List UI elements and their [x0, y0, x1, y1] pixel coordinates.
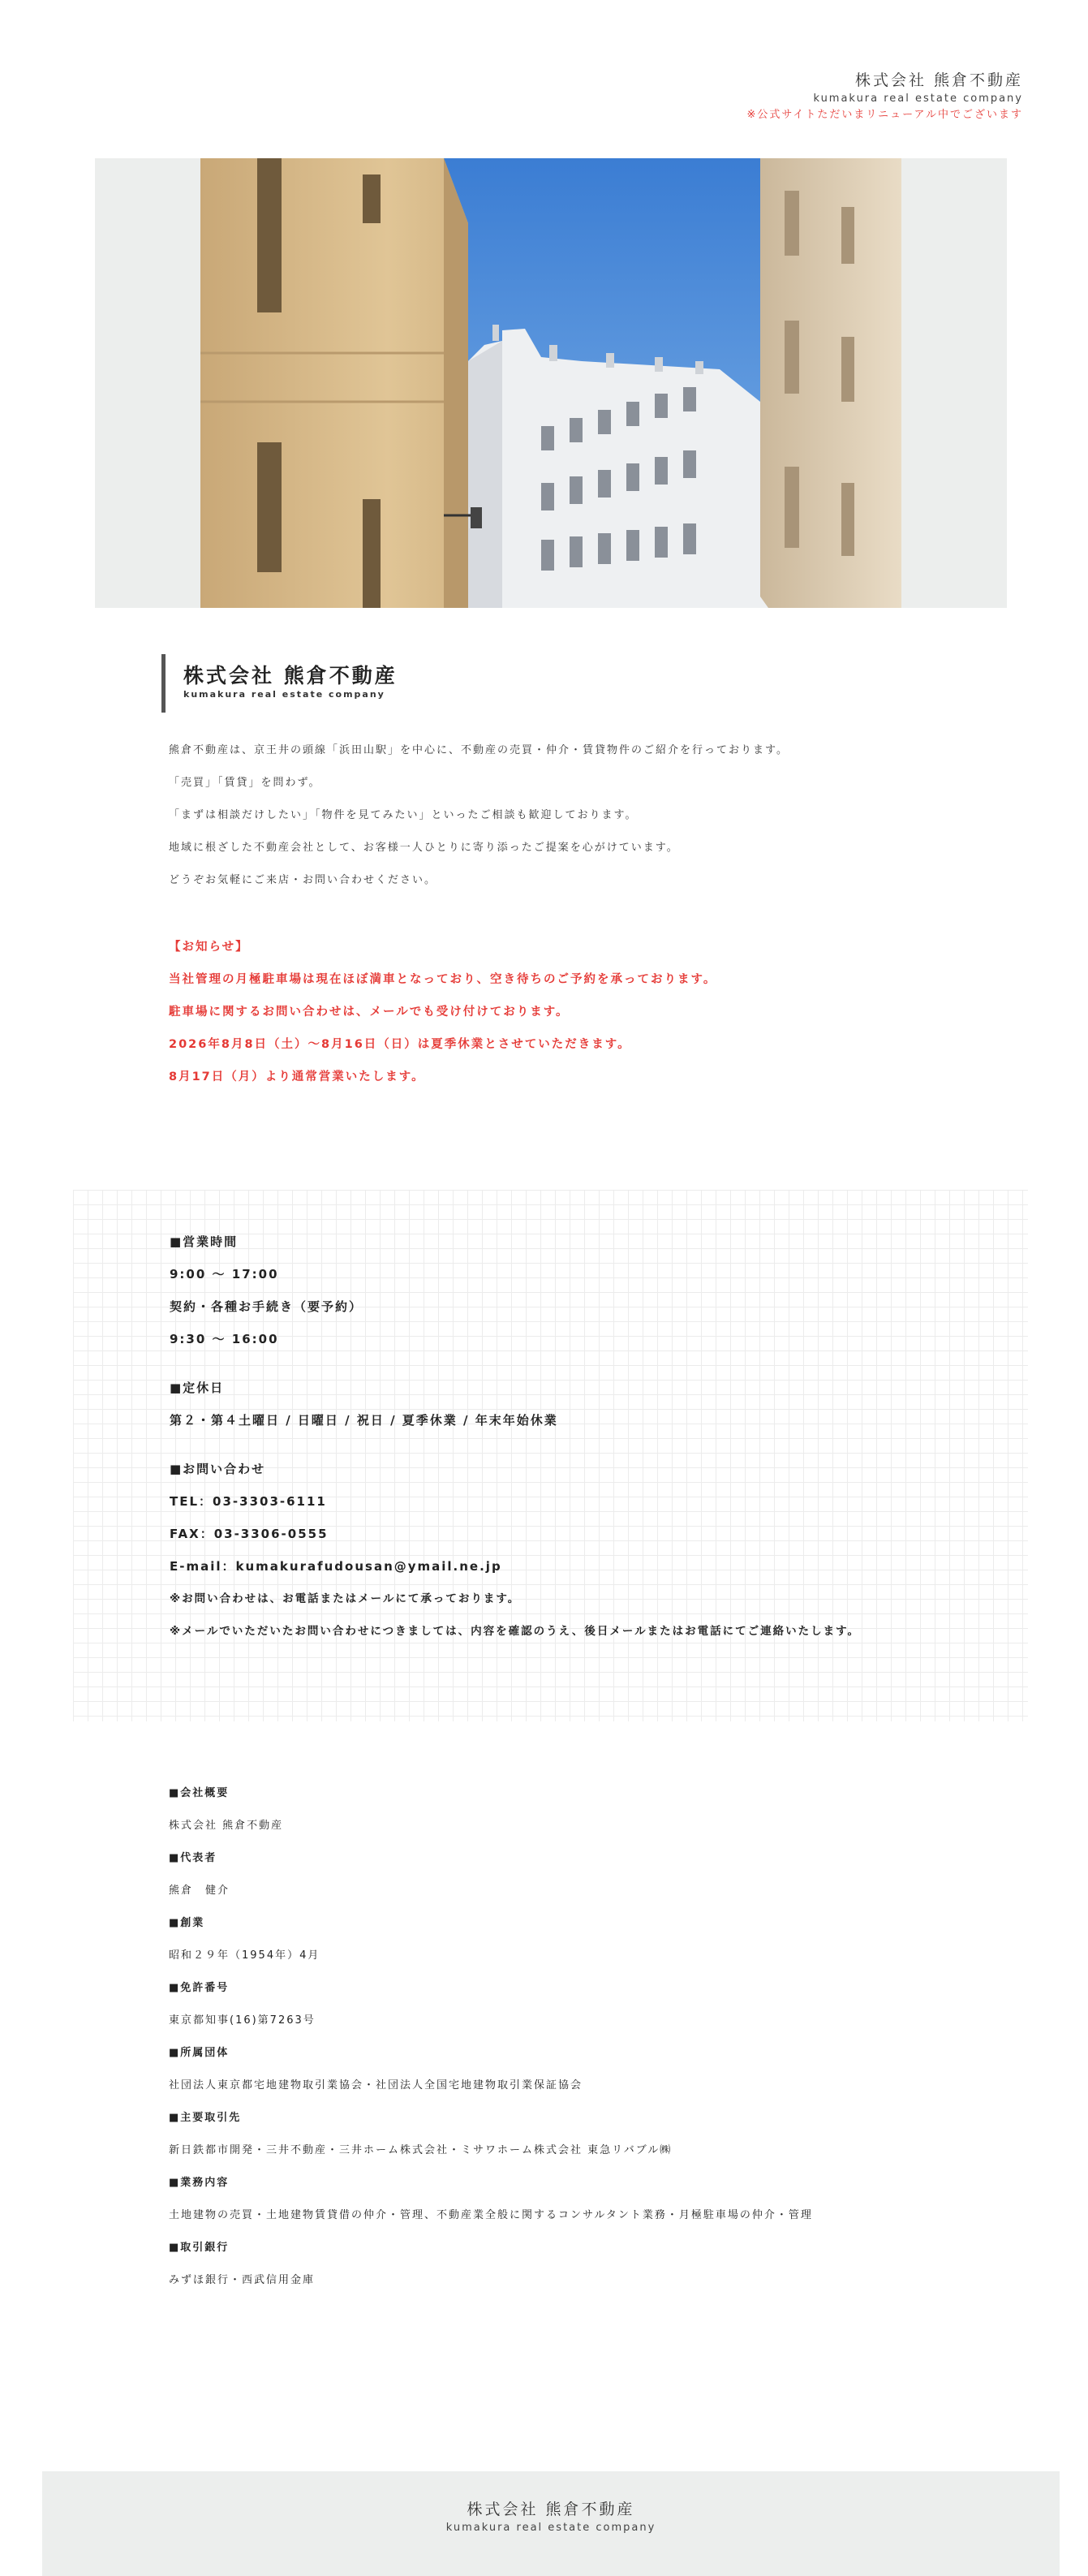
intro-text [169, 743, 789, 906]
profile-value: みずほ銀行・西武信用金庫 [169, 2274, 316, 2286]
business-info [170, 1234, 860, 1656]
contact-note: ※メールでいただいたお問い合わせにつきましては、内容を確認のうえ、後日メールまたはお電話にてご連絡いたします。 [170, 1625, 861, 1638]
intro-paragraph: 熊倉不動産は、京王井の頭線「浜田山駅」を中心に、不動産の売買・仲介・賃貸物件のご紹介を行っております。 [169, 744, 789, 756]
holidays-heading: ■定休日 [170, 1381, 225, 1395]
contract-label: 契約・各種お手続き（要予約） [170, 1299, 363, 1314]
profile-heading: ■代表者 [169, 1852, 217, 1864]
header-company-name[interactable]: 株式会社 熊倉不動産 [854, 71, 1023, 89]
profile-value: 熊倉 健介 [169, 1885, 230, 1897]
contact-note: ※お問い合わせは、お電話またはメールにて承っております。 [170, 1592, 521, 1605]
company-title-block [161, 654, 398, 713]
footer-company-name-en: kumakura real estate company [445, 2522, 656, 2534]
profile-value: 土地建物の売買・土地建物賃貸借の仲介・管理、不動産業全般に関するコンサルタント業務・月極駐車場の仲介・管理 [169, 2209, 813, 2221]
intro-paragraph: 「売買」「賃貸」を問わず。 [169, 777, 321, 789]
news-heading: 【お知らせ】 [169, 941, 249, 954]
hours-heading: ■営業時間 [170, 1234, 239, 1249]
news-item: 2026年8月8日（土）～8月16日（日）は夏季休業とさせていただきます。 [169, 1038, 631, 1051]
holidays-text: 第２・第４土曜日 / 日曜日 / 祝日 / 夏季休業 / 年末年始休業 [170, 1413, 558, 1428]
site-header [746, 70, 1023, 123]
profile-value: 株式会社 熊倉不動産 [169, 1820, 284, 1832]
profile-value: 新日鉄都市開発・三井不動産・三井ホーム株式会社・ミサワホーム株式会社 東急リバブル㈱ [169, 2144, 673, 2156]
news-item: 当社管理の月極駐車場は現在ほぼ満車となっており、空き待ちのご予約を承っております。 [169, 973, 717, 986]
contact-email[interactable]: E-mail：kumakurafudousan@ymail.ne.jp [170, 1559, 502, 1574]
news-notice [169, 940, 716, 1102]
contract-time: 9:30 ～ 16:00 [170, 1332, 279, 1346]
profile-heading: ■免許番号 [169, 1982, 230, 1994]
news-item: 8月17日（月）より通常営業いたします。 [169, 1070, 425, 1083]
news-item: 駐車場に関するお問い合わせは、メールでも受け付けております。 [169, 1006, 570, 1019]
profile-heading: ■所属団体 [169, 2047, 230, 2059]
company-profile [169, 1786, 813, 2305]
footer-company-name[interactable]: 株式会社 熊倉不動産 [467, 2501, 635, 2518]
profile-heading: ■会社概要 [169, 1787, 230, 1799]
intro-paragraph: どうぞお気軽にご来店・お問い合わせください。 [169, 874, 437, 886]
site-footer [42, 2471, 1060, 2576]
profile-value: 社団法人東京都宅地建物取引業協会・社団法人全国宅地建物取引業保証協会 [169, 2079, 583, 2091]
profile-value: 昭和２９年（1954年）4月 [169, 1949, 320, 1962]
contact-fax: FAX：03-3306-0555 [170, 1527, 329, 1541]
page-subtitle: kumakura real estate company [183, 689, 385, 700]
intro-paragraph: 地域に根ざした不動産会社として、お客様一人ひとりに寄り添ったご提案を心がけています。 [169, 842, 679, 854]
renewal-notice: ※公式サイトただいまリニューアル中でございます [746, 109, 1023, 121]
profile-value: 東京都知事(16)第7263号 [169, 2014, 316, 2027]
profile-heading: ■創業 [169, 1917, 205, 1929]
intro-paragraph: 「まずは相談だけしたい」「物件を見てみたい」といったご相談も歓迎しております。 [169, 809, 638, 821]
contact-heading: ■お問い合わせ [170, 1462, 266, 1476]
page-title: 株式会社 熊倉不動産 [183, 664, 398, 687]
profile-heading: ■主要取引先 [169, 2112, 242, 2124]
hero-image [200, 158, 901, 608]
contact-tel[interactable]: TEL：03-3303-6111 [170, 1494, 327, 1509]
profile-heading: ■業務内容 [169, 2177, 230, 2189]
profile-heading: ■取引銀行 [169, 2242, 230, 2254]
hero-panel [95, 158, 1007, 608]
header-company-name-en: kumakura real estate company [813, 93, 1023, 105]
hours-time: 9:00 ～ 17:00 [170, 1267, 279, 1282]
